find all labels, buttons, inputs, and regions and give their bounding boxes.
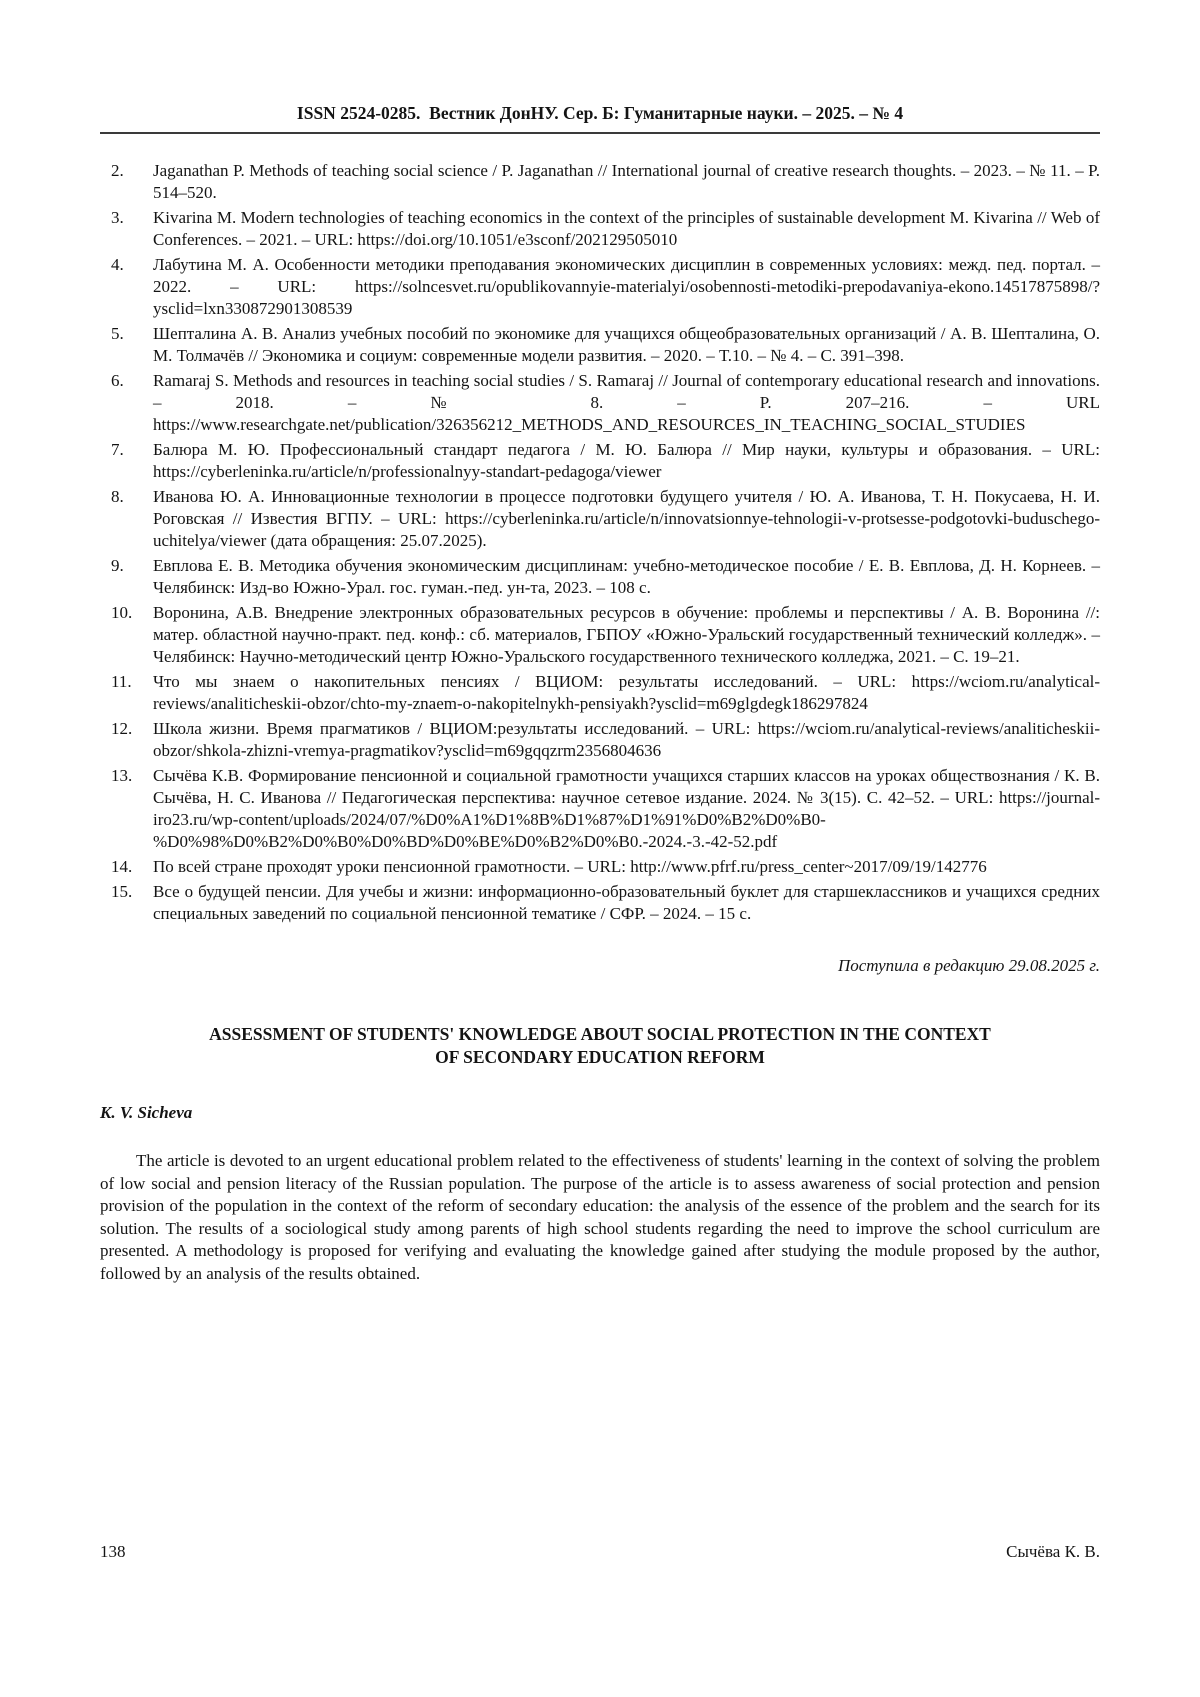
reference-item [100,160,1100,204]
article-title-line1: ASSESSMENT OF STUDENTS' KNOWLEDGE ABOUT SOCIAL PROTECTION IN THE CONTEXT [209,1024,991,1044]
reference-item [100,254,1100,320]
reference-item [100,555,1100,599]
reference-text: Ramaraj S. Methods and resources in teaching social studies / S. Ramaraj // Journal of contemporary educational research and innovations. – 2018. – № 8. – P. 207–216. – URL https://www.researchgate.net/publication/326356212_METHODS_AND_RESOURCES_IN_TEACHING_SOCIAL_STUDIES [153,371,1100,434]
reference-text: Школа жизни. Время прагматиков / ВЦИОМ:результаты исследований. – URL: https://wciom.ru/analytical-reviews/analiticheskii-obzor/shkola-zhizni-vremya-pragmatikov?ysclid=m69gqqzrm2356804636 [153,719,1100,760]
reference-text: Все о будущей пенсии. Для учебы и жизни: информационно-образовательный буклет для старшеклассников и учащихся средних специальных заведений по социальной пенсионной тематике / СФР. – 2024. – 15 с. [153,882,1100,923]
reference-text: Евплова Е. В. Методика обучения экономическим дисциплинам: учебно-методическое пособие / Е. В. Евплова, Д. Н. Корнеев. – Челябинск: Изд-во Южно-Урал. гос. гуман.-пед. ун-та, 2023. – 108 с. [153,556,1100,597]
reference-text: Jaganathan P. Methods of teaching social science / P. Jaganathan // International journal of creative research thoughts. – 2023. – № 11. – P. 514–520. [153,161,1100,202]
article-author: K. V. Sicheva [100,1103,193,1122]
reference-text: Что мы знаем о накопительных пенсиях / ВЦИОМ: результаты исследований. – URL: https://wciom.ru/analytical-reviews/analiticheskii-obzor/chto-my-znaem-o-nakopitelnykh-pensiyakh?ysclid=m69glgdegk186297824 [153,672,1100,713]
reference-number: 14. [111,857,133,876]
references-list [100,160,1100,925]
received-date: Поступила в редакцию 29.08.2025 г. [837,956,1100,975]
article-abstract: The article is devoted to an urgent educational problem related to the effectiveness of students' learning in the context of solving the problem of low social and pension literacy of the Russian population. The purpose of the article is to assess awareness of social protection and pension provision of the population in the context of the reform of secondary education: the analysis of the essence of the problem and the search for its solution. The results of a sociological study among parents of high school students regarding the need to improve the school curriculum are presented. A methodology is proposed for verifying and evaluating the knowledge gained after studying the module proposed by the author, followed by an analysis of the results obtained. [100,1151,1100,1283]
reference-item [100,486,1100,552]
reference-item [100,671,1100,715]
reference-number: 15. [111,882,133,901]
reference-text: По всей стране проходят уроки пенсионной грамотности. – URL: http://www.pfrf.ru/press_center~2017/09/19/142776 [153,857,987,876]
reference-item [100,765,1100,853]
reference-number: 10. [111,603,133,622]
article-title-line2: OF SECONDARY EDUCATION REFORM [435,1047,765,1067]
reference-item [100,439,1100,483]
footer-author: Сычёва К. В. [1006,1542,1100,1561]
reference-text: Шепталина А. В. Анализ учебных пособий по экономике для учащихся общеобразовательных организаций / А. В. Шепталина, О. М. Толмачёв // Экономика и социум: современные модели развития. – 2020. – Т.10. – № 4. – С. 391–398. [153,324,1100,365]
reference-item [100,856,1100,878]
article-title [120,1023,1080,1069]
reference-item [100,602,1100,668]
reference-number: 2. [111,161,124,180]
reference-item [100,207,1100,251]
page-number: 138 [100,1542,126,1561]
reference-text: Балюра М. Ю. Профессиональный стандарт педагога / М. Ю. Балюра // Мир науки, культуры и образования. – URL: https://cyberleninka.ru/article/n/professionalnyy-standart-pedagoga/viewer [153,440,1100,481]
reference-number: 9. [111,556,124,575]
reference-number: 3. [111,208,124,227]
reference-item [100,370,1100,436]
reference-number: 12. [111,719,133,738]
reference-item [100,881,1100,925]
running-header: ISSN 2524-0285. Вестник ДонНУ. Сер. Б: Гуманитарные науки. – 2025. – № 4 [100,103,1100,134]
reference-number: 7. [111,440,124,459]
reference-text: Воронина, А.В. Внедрение электронных образовательных ресурсов в обучение: проблемы и перспективы / А. В. Воронина //: матер. областной научно-практ. пед. конф.: сб. материалов, ГБПОУ «Южно-Уральский государственный технический колледж». – Челябинск: Научно-методический центр Южно-Уральского государственного технического колледжа, 2021. – С. 19–21. [153,603,1100,666]
page-footer [100,1541,1100,1563]
reference-text: Kivarina M. Modern technologies of teaching economics in the context of the principles of sustainable development M. Kivarina // Web of Conferences. – 2021. – URL: https://doi.org/10.1051/e3sconf/202129505010 [153,208,1100,249]
reference-item [100,323,1100,367]
reference-number: 13. [111,766,133,785]
reference-item [100,718,1100,762]
reference-text: Иванова Ю. А. Инновационные технологии в процессе подготовки будущего учителя / Ю. А. Иванова, Т. Н. Покусаева, Н. И. Роговская // Известия ВГПУ. – URL: https://cyberleninka.ru/article/n/innovatsionnye-tehnologii-v-protsesse-podgotovki-buduschego-uchitelya/viewer (дата обращения: 25.07.2025). [153,487,1100,550]
reference-number: 11. [111,672,132,691]
reference-number: 8. [111,487,124,506]
reference-text: Лабутина М. А. Особенности методики преподавания экономических дисциплин в современных условиях: межд. пед. портал. – 2022. – URL: https://solncesvet.ru/opublikovannyie-materialyi/osobennosti-metodiki-prepodavaniya-ekono.14517875898/?ysclid=lxn330872901308539 [153,255,1100,318]
reference-number: 5. [111,324,124,343]
reference-text: Сычёва К.В. Формирование пенсионной и социальной грамотности учащихся старших классов на уроках обществознания / К. В. Сычёва, Н. С. Иванова // Педагогическая перспектива: научное сетевое издание. 2024. № 3(15). С. 42–52. – URL: https://journal-iro23.ru/wp-content/uploads/2024/07/%D0%A1%D1%8B%D1%87%D1%91%D0%B2%D0%B0-%D0%98%D0%B2%D0%B0%D0%BD%D0%BE%D0%B2%D0%B0.-2024.-3.-42-52.pdf [153,766,1100,851]
reference-number: 4. [111,255,124,274]
reference-number: 6. [111,371,124,390]
